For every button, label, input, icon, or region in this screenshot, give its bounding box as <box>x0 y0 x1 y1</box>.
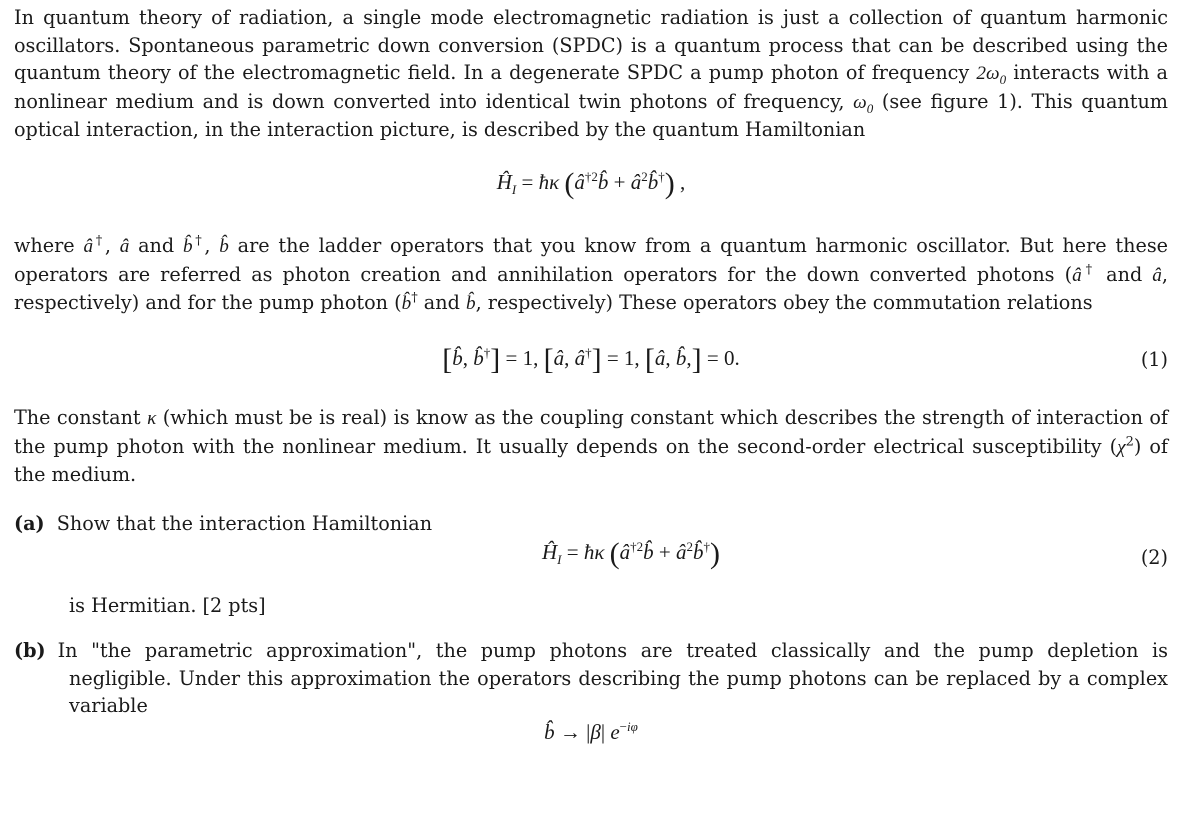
intro-text-1: In quantum theory of radiation, a single mode electromagnetic radiation is just a collection of quantum harmonic oscillators. Spontaneous parametric down conversion (SPDC) is a quantum process that can be described using the quantum theory of the electromagnetic field. In a degenerate SPDC a pump photon of frequency <box>14 6 1168 85</box>
part-b-equation: b̂ → |β| $e^{-i\varphi}$ <box>544 719 638 744</box>
part-a-tail: is Hermitian. [2 pts] <box>69 594 266 617</box>
equation-number-2: (2) <box>1140 546 1168 569</box>
twin-frequency: $\omega_0$ <box>853 91 874 116</box>
equation-number-1: (1) <box>1140 348 1168 371</box>
pump-frequency: $2\omega_0$ <box>976 63 1007 88</box>
operators-paragraph: where â†, â and b̂†, b̂ are the ladder operators that you know from a quantum harmonic oscillator. But here these operators are referred as photon creation and annihilation operators for the down converted photons (â† and â, respectively) and for the pump photon (b̂† and b̂, respectively) These operators obey the commutation relations <box>14 233 1169 315</box>
intro-text-3: (see figure 1). This quantum optical interaction, in the interaction picture, is described by the quantum Hamiltonian <box>14 89 1168 142</box>
part-a-equation: $Ĥ_I$ = ħκ ($â^{\dagger 2}b̂$ + $â^2b̂^\dagger$) <box>541 537 721 570</box>
part-b <box>14 637 1168 720</box>
part-a <box>14 510 1168 538</box>
part-a-label: (a) <box>14 512 45 535</box>
coupling-paragraph: The constant κ (which must be is real) is know as the coupling constant which describes the strength of interaction of the pump photon with the nonlinear medium. It usually depends on the second-order electrical susceptibility $(\chi^2)$ of the medium. <box>14 406 1168 487</box>
intro-text-2: interacts with a nonlinear medium and is down converted into identical twin photons of frequency, <box>14 61 1168 113</box>
part-a-text: Show that the interaction Hamiltonian <box>56 512 433 535</box>
part-b-text: In "the parametric approximation", the pump photons are treated classically and the pump depletion is negligible. Under this approximation the operators describing the pump photons can be replaced by a complex variable <box>57 639 1168 718</box>
part-b-label: (b) <box>14 639 46 662</box>
intro-paragraph <box>14 4 1168 144</box>
commutation-equation: [b̂, b̂†] = 1, [â, â†] = 1, [â, b̂,] = 0. <box>442 343 740 376</box>
hamiltonian-equation: $Ĥ_I$ = ħκ ($â^{\dagger 2}b̂$ + $â^2b̂^\dagger$) , <box>496 167 686 200</box>
